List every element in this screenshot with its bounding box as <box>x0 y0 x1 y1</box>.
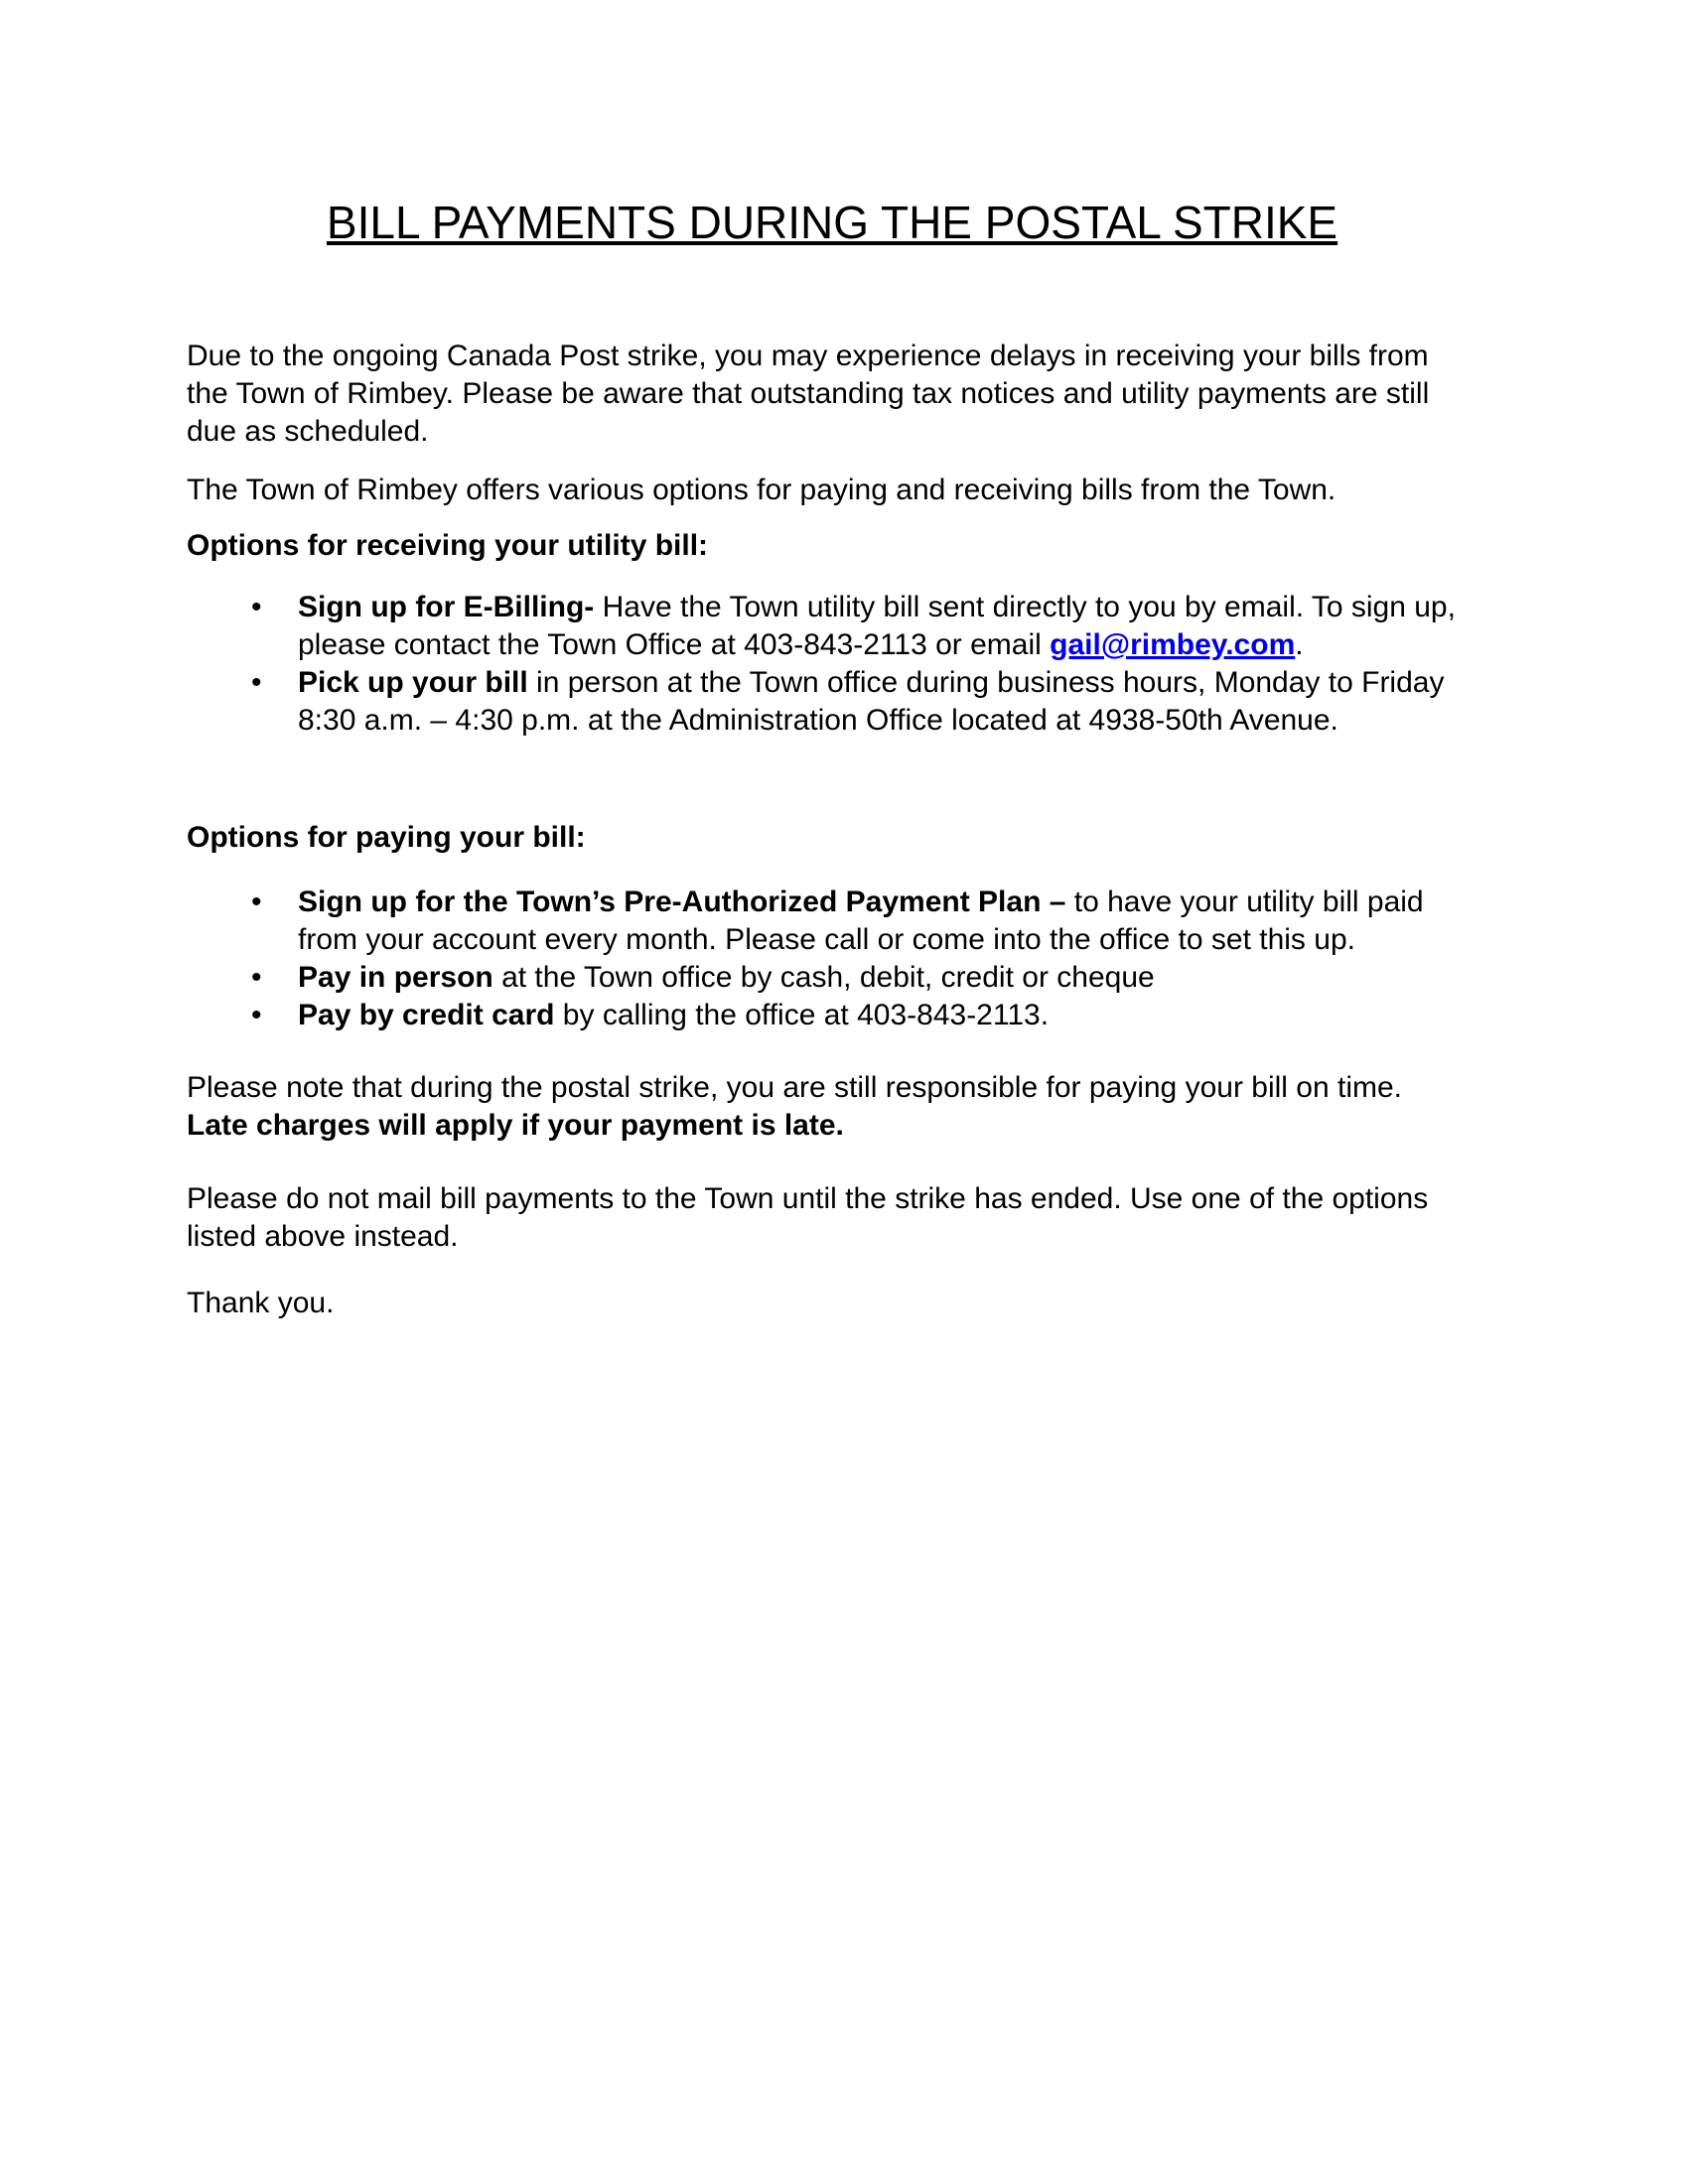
list-item-preauthorized <box>251 884 1477 959</box>
paragraph-do-not-mail: Please do not mail bill payments to the Town until the strike has ended. Use one of the options listed above instead. <box>187 1182 1429 1253</box>
receiving-options-list <box>187 589 1477 740</box>
paragraph-late-charges <box>187 1069 1477 1145</box>
paying-options-list <box>187 884 1477 1034</box>
list-item-pay-by-credit-card <box>251 997 1477 1034</box>
closing-text: Thank you. <box>187 1287 335 1319</box>
bullet-icon: • <box>251 961 262 994</box>
text-run: to have your utility bill paid from your account every month. Please call or come into the office to set this up. <box>298 886 1424 956</box>
bullet-icon: • <box>251 591 262 623</box>
bullet-icon: • <box>251 886 262 918</box>
list-item-pay-in-person <box>251 959 1477 997</box>
bold-run: Pay by credit card <box>298 999 555 1031</box>
bold-run: Pick up your bill <box>298 666 528 699</box>
paragraph-options-overview: The Town of Rimbey offers various options for paying and receiving bills from the Town. <box>187 474 1336 506</box>
paragraph-intro: Due to the ongoing Canada Post strike, you may experience delays in receiving your bills from the Town of Rimbey. Please be aware that outstanding tax notices and utility payments are still due as scheduled. <box>187 340 1430 448</box>
document-content <box>187 196 1477 1322</box>
bold-run: Pay in person <box>298 961 493 994</box>
text-run: Please note that during the postal strike, you are still responsible for paying your bill on time. <box>187 1071 1402 1104</box>
bold-run: Sign up for E-Billing- <box>298 591 595 623</box>
bold-run: Sign up for the Town’s Pre-Authorized Payment Plan – <box>298 886 1066 918</box>
bullet-icon: • <box>251 666 262 699</box>
text-run: by calling the office at 403-843-2113. <box>554 999 1050 1031</box>
list-item-ebilling <box>251 589 1477 664</box>
section-heading-paying: Options for paying your bill: <box>187 821 586 854</box>
late-charges-bold-text: Late charges will apply if your payment is late. <box>187 1109 844 1142</box>
text-run: in person at the Town office during business hours, Monday to Friday 8:30 a.m. – 4:30 p.m. at the Administration Office located at 4938-50th Avenue. <box>298 666 1445 737</box>
list-item-pickup <box>251 664 1477 740</box>
text-run: . <box>1295 628 1304 661</box>
text-run: at the Town office by cash, debit, credit or cheque <box>492 961 1155 994</box>
page-title: BILL PAYMENTS DURING THE POSTAL STRIKE <box>326 197 1338 248</box>
section-heading-receiving: Options for receiving your utility bill: <box>187 529 709 562</box>
email-link[interactable]: gail@rimbey.com <box>1050 628 1296 661</box>
text-run: Have the Town utility bill sent directly to you by email. To sign up, please contact the Town Office at 403-843-2113 or email <box>298 591 1456 661</box>
bullet-icon: • <box>251 999 262 1031</box>
